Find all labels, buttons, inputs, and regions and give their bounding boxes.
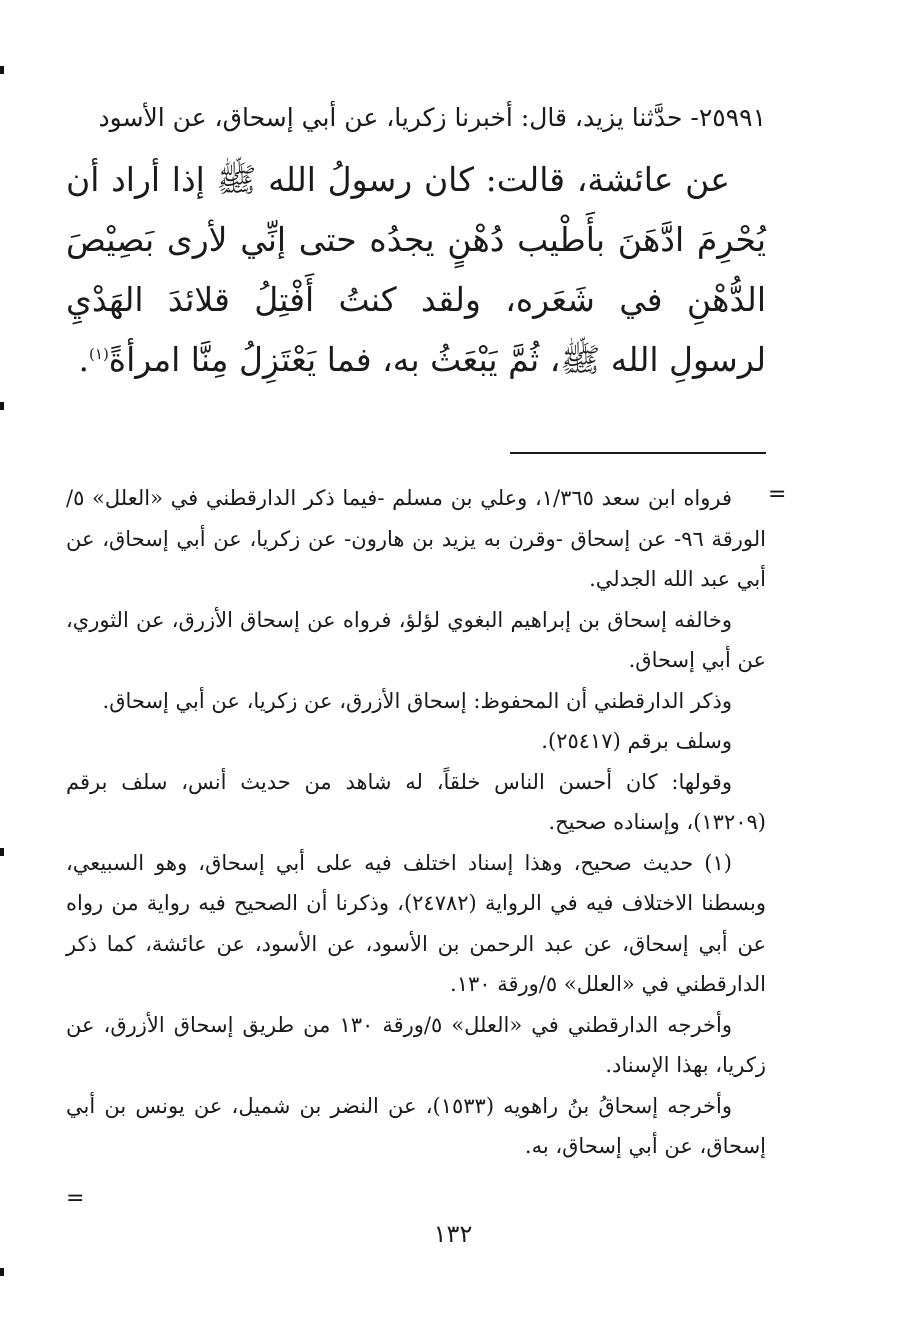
footnote-paragraph: (١) حديث صحيح، وهذا إسناد اختلف فيه على أبي إسحاق، وهو السبيعي، وبسطنا الاختلاف فيه في الرواية (٢٤٧٨٢)، وذكرنا أن الصحيح فيه رواية من رواه عن أبي إسحاق، عن عبد الرحمن بن الأسود، عن الأسود، عن عائشة، كما ذكر الدارقطني في «العلل» ٥/ورقة ١٣٠. — [66, 850, 766, 996]
footnote-separator — [510, 452, 766, 454]
hadith-end-punctuation: . — [78, 340, 90, 379]
hadith-header: ٢٥٩٩١- حدَّثنا يزيد، قال: أخبرنا زكريا، عن أبي إسحاق، عن الأسود — [98, 103, 766, 132]
footnote-paragraph: وأخرجه إسحاقُ بنُ راهويه (١٥٣٣)، عن النضر بن شميل، عن يونس بن أبي إسحاق، عن أبي إسحاق، به. — [66, 1093, 766, 1158]
footnote-paragraph: وسلف برقم (٢٥٤١٧). — [541, 729, 732, 753]
scan-edge-mark — [0, 848, 4, 856]
scan-edge-mark — [0, 66, 4, 74]
scan-edge-mark — [0, 1268, 4, 1276]
footnotes-section — [66, 478, 766, 1167]
footnote-paragraph: وخالفه إسحاق بن إبراهيم البغوي لؤلؤ، فرواه عن إسحاق الأزرق، عن الثوري، عن أبي إسحاق. — [66, 607, 766, 672]
page-number: ١٣٢ — [433, 1220, 473, 1248]
footnote-reference: (١) — [89, 345, 109, 363]
hadith-section — [66, 96, 766, 390]
footnote-paragraph: وأخرجه الدارقطني في «العلل» ٥/ورقة ١٣٠ من طريق إسحاق الأزرق، عن زكريا، بهذا الإسناد. — [66, 1012, 766, 1077]
footnote-continuation-mark-top: = — [768, 482, 787, 507]
hadith-body — [66, 150, 766, 390]
footnote-continuation-mark-bottom: = — [66, 1186, 85, 1211]
hadith-body-text: عن عائشة، قالت: كان رسولُ الله ﷺ إذا أراد أن يُحْرِمَ ادَّهَنَ بأَطْيب دُهْنٍ يجدُه حتى إنِّي لأرى بَصِيْصَ الدُّهْنِ في شَعَره، ولقد كنتُ أَفْتِلُ قلائدَ الهَدْيِ لرسولِ الله ﷺ، ثُمَّ يَبْعَثُ به، فما يَعْتَزِلُ مِنَّا امرأةً — [66, 160, 766, 379]
scan-edge-mark — [0, 402, 4, 410]
footnote-paragraph: وذكر الدارقطني أن المحفوظ: إسحاق الأزرق، عن زكريا، عن أبي إسحاق. — [102, 688, 732, 713]
footnote-paragraph: فرواه ابن سعد ١/٣٦٥، وعلي بن مسلم -فيما ذكر الدارقطني في «العلل» ٥/الورقة ٩٦- عن إسحاق -وقرن به يزيد بن هارون- عن زكريا، عن أبي إسحاق، عن أبي عبد الله الجدلي. — [66, 486, 766, 591]
footnote-paragraph: وقولها: كان أحسن الناس خلقاً، له شاهد من حديث أنس، سلف برقم (١٣٢٠٩)، وإسناده صحيح. — [66, 769, 766, 834]
